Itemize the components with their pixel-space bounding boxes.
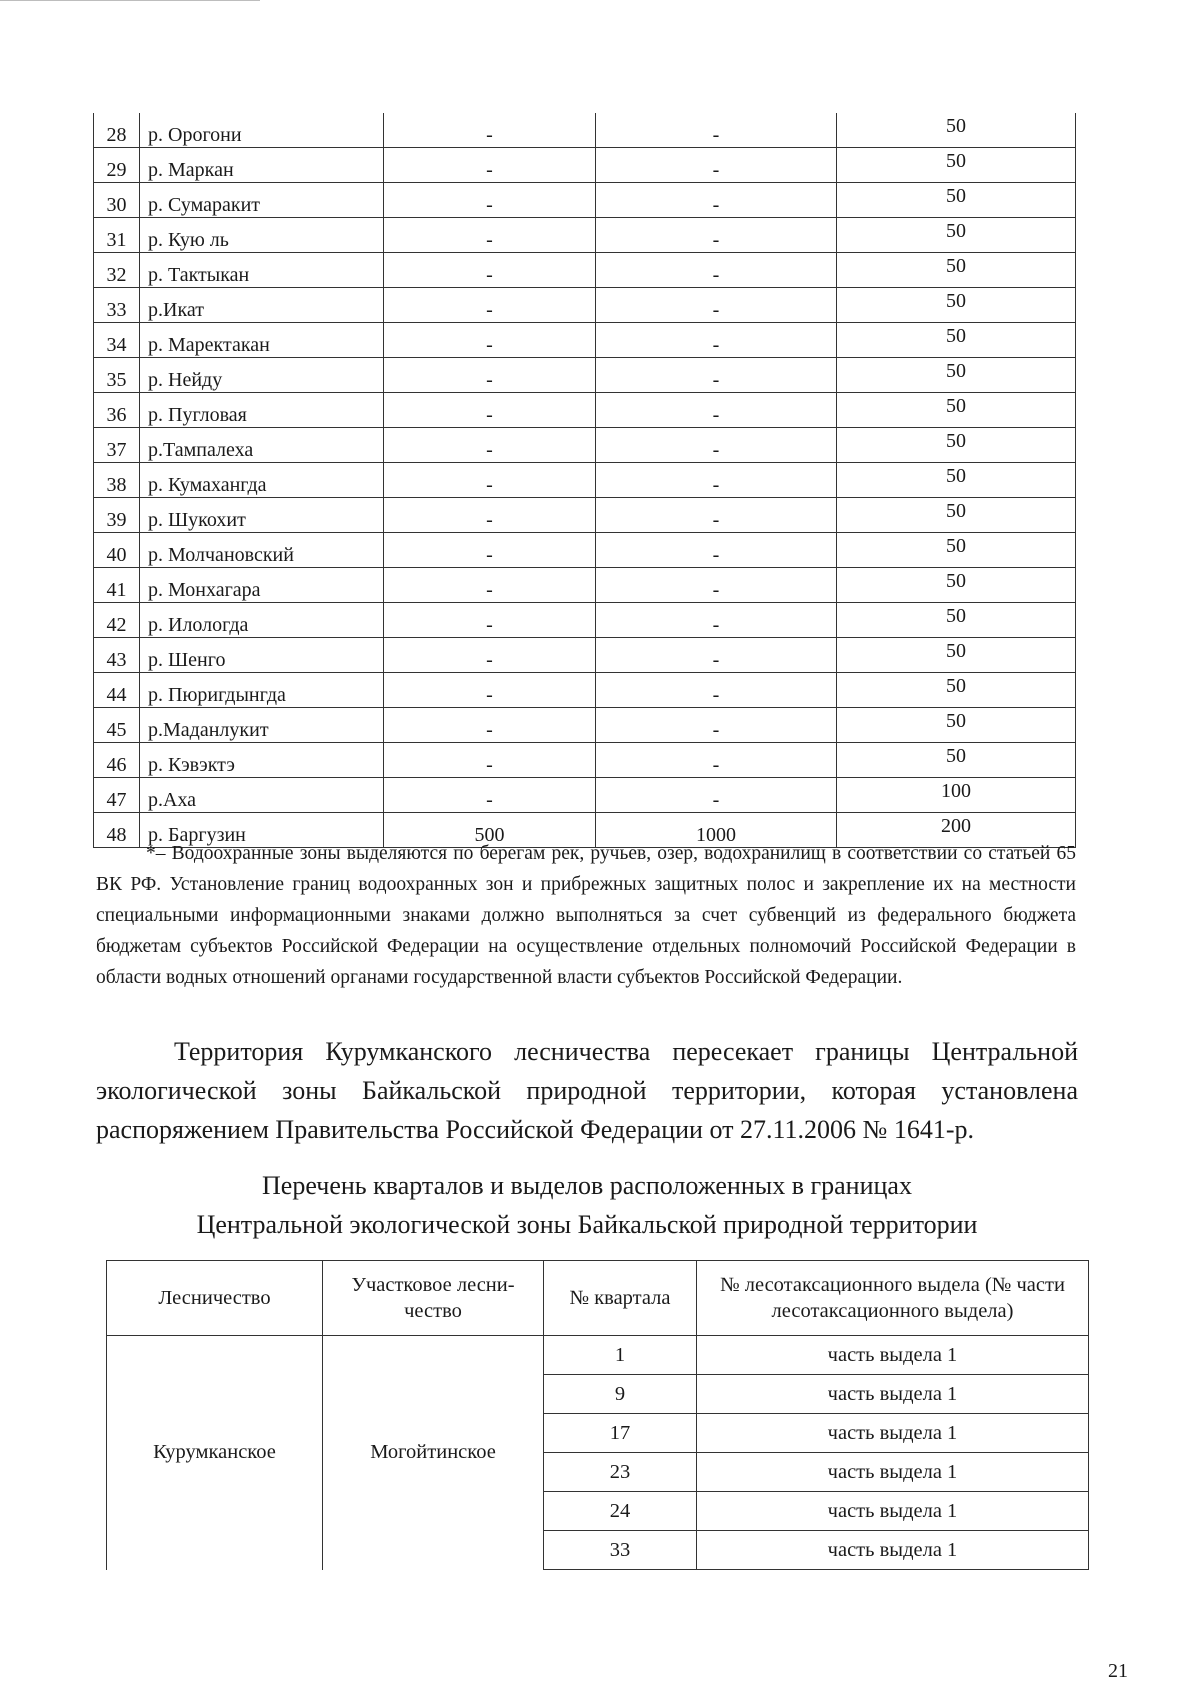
quarter-number: 24	[544, 1492, 697, 1531]
row-number: 39	[94, 498, 140, 533]
table-row	[107, 1336, 1089, 1375]
value-col-2: -	[384, 568, 596, 603]
value-col-3: -	[596, 463, 837, 498]
quarter-number: 9	[544, 1375, 697, 1414]
row-number: 30	[94, 183, 140, 218]
value-col-4: 50	[837, 288, 1076, 323]
value-col-2: -	[384, 358, 596, 393]
river-name: р.Аха	[140, 778, 384, 813]
value-col-2: -	[384, 323, 596, 358]
list-title-line-2: Центральной экологической зоны Байкальской природной территории	[196, 1210, 978, 1239]
value-col-4: 50	[837, 323, 1076, 358]
value-col-3: -	[596, 568, 837, 603]
water-protection-table-body	[94, 113, 1076, 848]
river-name: р. Шукохит	[140, 498, 384, 533]
row-number: 40	[94, 533, 140, 568]
quarter-number: 23	[544, 1453, 697, 1492]
value-col-4: 50	[837, 498, 1076, 533]
table-row	[94, 113, 1076, 148]
value-col-2: -	[384, 673, 596, 708]
row-number: 41	[94, 568, 140, 603]
value-col-2: -	[384, 218, 596, 253]
value-col-3: -	[596, 603, 837, 638]
row-number: 38	[94, 463, 140, 498]
river-name: р. Орогони	[140, 113, 384, 148]
row-number: 35	[94, 358, 140, 393]
value-col-4: 50	[837, 568, 1076, 603]
allotment-cell: часть выдела 1	[697, 1336, 1089, 1375]
value-col-2: -	[384, 743, 596, 778]
value-col-3: -	[596, 428, 837, 463]
table-row	[94, 498, 1076, 533]
table-row	[94, 253, 1076, 288]
quarters-table-body	[107, 1336, 1089, 1570]
row-number: 46	[94, 743, 140, 778]
value-col-4: 50	[837, 638, 1076, 673]
river-name: р. Тактыкан	[140, 253, 384, 288]
value-col-4: 50	[837, 673, 1076, 708]
table-row	[94, 463, 1076, 498]
value-col-4: 50	[837, 253, 1076, 288]
value-col-3: -	[596, 673, 837, 708]
district-cell: Могойтинское	[323, 1336, 544, 1570]
quarters-table	[106, 1260, 1089, 1570]
row-number: 48	[94, 813, 140, 848]
central-zone-paragraph: Территория Курумканского лесничества пересекает границы Центральной экологической зоны Байкальской природной территории, которая установлена распоряжением Правительства Российской Федерации от 27.11.2006 № 1641-р.	[96, 1037, 1078, 1144]
table-row	[94, 358, 1076, 393]
value-col-4: 200	[837, 813, 1076, 848]
value-col-2: -	[384, 778, 596, 813]
value-col-4: 50	[837, 148, 1076, 183]
table-row	[94, 603, 1076, 638]
value-col-4: 50	[837, 533, 1076, 568]
row-number: 44	[94, 673, 140, 708]
list-title	[96, 1166, 1078, 1244]
value-col-2: -	[384, 288, 596, 323]
river-name: р. Пугловая	[140, 393, 384, 428]
row-number: 29	[94, 148, 140, 183]
river-name: р. Кую ль	[140, 218, 384, 253]
value-col-4: 50	[837, 218, 1076, 253]
row-number: 28	[94, 113, 140, 148]
value-col-3: -	[596, 218, 837, 253]
value-col-4: 50	[837, 428, 1076, 463]
allotment-cell: часть выдела 1	[697, 1375, 1089, 1414]
value-col-3: -	[596, 288, 837, 323]
river-name: р. Монхагара	[140, 568, 384, 603]
allotment-cell: часть выдела 1	[697, 1414, 1089, 1453]
header-quarter: № квартала	[544, 1261, 697, 1336]
allotment-cell: часть выдела 1	[697, 1531, 1089, 1570]
header-forestry: Лесничество	[107, 1261, 323, 1336]
page-number: 21	[1108, 1660, 1128, 1682]
quarter-number: 1	[544, 1336, 697, 1375]
quarters-header-row	[107, 1261, 1089, 1336]
value-col-2: -	[384, 708, 596, 743]
table-row	[94, 323, 1076, 358]
row-number: 42	[94, 603, 140, 638]
river-name: р. Баргузин	[140, 813, 384, 848]
table-row	[94, 638, 1076, 673]
river-name: р. Молчановский	[140, 533, 384, 568]
value-col-3: -	[596, 743, 837, 778]
allotment-cell: часть выдела 1	[697, 1492, 1089, 1531]
row-number: 43	[94, 638, 140, 673]
table-row	[94, 428, 1076, 463]
row-number: 37	[94, 428, 140, 463]
scan-edge-line	[0, 0, 260, 1]
river-name: р. Нейду	[140, 358, 384, 393]
header-district: Участковое лесни-чество	[323, 1261, 544, 1336]
value-col-2: -	[384, 603, 596, 638]
row-number: 47	[94, 778, 140, 813]
value-col-4: 50	[837, 113, 1076, 148]
value-col-3: -	[596, 708, 837, 743]
value-col-2: -	[384, 148, 596, 183]
river-name: р. Маркан	[140, 148, 384, 183]
row-number: 33	[94, 288, 140, 323]
table-row	[94, 288, 1076, 323]
river-name: р. Илологда	[140, 603, 384, 638]
value-col-4: 50	[837, 183, 1076, 218]
value-col-2: -	[384, 428, 596, 463]
river-name: р. Кумахангда	[140, 463, 384, 498]
value-col-4: 100	[837, 778, 1076, 813]
value-col-3: -	[596, 533, 837, 568]
table-row	[94, 183, 1076, 218]
value-col-4: 50	[837, 708, 1076, 743]
value-col-3: -	[596, 323, 837, 358]
row-number: 31	[94, 218, 140, 253]
value-col-3: -	[596, 498, 837, 533]
river-name: р. Сумаракит	[140, 183, 384, 218]
river-name: р. Шенго	[140, 638, 384, 673]
forestry-cell: Курумканское	[107, 1336, 323, 1570]
value-col-2: -	[384, 183, 596, 218]
row-number: 36	[94, 393, 140, 428]
table-row	[94, 778, 1076, 813]
value-col-4: 50	[837, 603, 1076, 638]
quarter-number: 17	[544, 1414, 697, 1453]
allotment-cell: часть выдела 1	[697, 1453, 1089, 1492]
value-col-3: 1000	[596, 813, 837, 848]
river-name: р.Тампалеха	[140, 428, 384, 463]
water-protection-table	[93, 113, 1076, 848]
header-allotment: № лесотаксационного выдела (№ части лесотаксационного выдела)	[697, 1261, 1089, 1336]
table-row	[94, 148, 1076, 183]
value-col-2: -	[384, 113, 596, 148]
value-col-2: -	[384, 463, 596, 498]
table-row	[94, 743, 1076, 778]
value-col-3: -	[596, 253, 837, 288]
list-title-line-1: Перечень кварталов и выделов расположенных в границах	[262, 1171, 912, 1200]
table-row	[94, 393, 1076, 428]
value-col-2: -	[384, 253, 596, 288]
row-number: 45	[94, 708, 140, 743]
table-row	[94, 673, 1076, 708]
row-number: 32	[94, 253, 140, 288]
value-col-2: -	[384, 638, 596, 673]
quarter-number: 33	[544, 1531, 697, 1570]
river-name: р. Кэвэктэ	[140, 743, 384, 778]
value-col-3: -	[596, 183, 837, 218]
table-row	[94, 568, 1076, 603]
row-number: 34	[94, 323, 140, 358]
value-col-2: -	[384, 533, 596, 568]
value-col-3: -	[596, 638, 837, 673]
river-name: р.Маданлукит	[140, 708, 384, 743]
river-name: р.Икат	[140, 288, 384, 323]
footnote: *– Водоохранные зоны выделяются по берегам рек, ручьев, озер, водохранилищ в соответствии со статьей 65 ВК РФ. Установление границ водоохранных зон и прибрежных защитных полос и закрепление их на местности специальными информационными знаками должно выполняться за счет субвенций из федерального бюджета бюджетам субъектов Российской Федерации на осуществление отдельных полномочий Российской Федерации в области водных отношений органами государственной власти субъектов Российской Федерации.	[96, 843, 1076, 988]
value-col-3: -	[596, 778, 837, 813]
value-col-4: 50	[837, 743, 1076, 778]
river-name: р. Пюригдынгда	[140, 673, 384, 708]
value-col-3: -	[596, 148, 837, 183]
value-col-3: -	[596, 358, 837, 393]
value-col-4: 50	[837, 393, 1076, 428]
value-col-2: -	[384, 498, 596, 533]
value-col-2: -	[384, 393, 596, 428]
value-col-4: 50	[837, 358, 1076, 393]
value-col-3: -	[596, 113, 837, 148]
table-row	[94, 218, 1076, 253]
table-row	[94, 708, 1076, 743]
value-col-4: 50	[837, 463, 1076, 498]
river-name: р. Маректакан	[140, 323, 384, 358]
value-col-2: 500	[384, 813, 596, 848]
table-row	[94, 533, 1076, 568]
value-col-3: -	[596, 393, 837, 428]
